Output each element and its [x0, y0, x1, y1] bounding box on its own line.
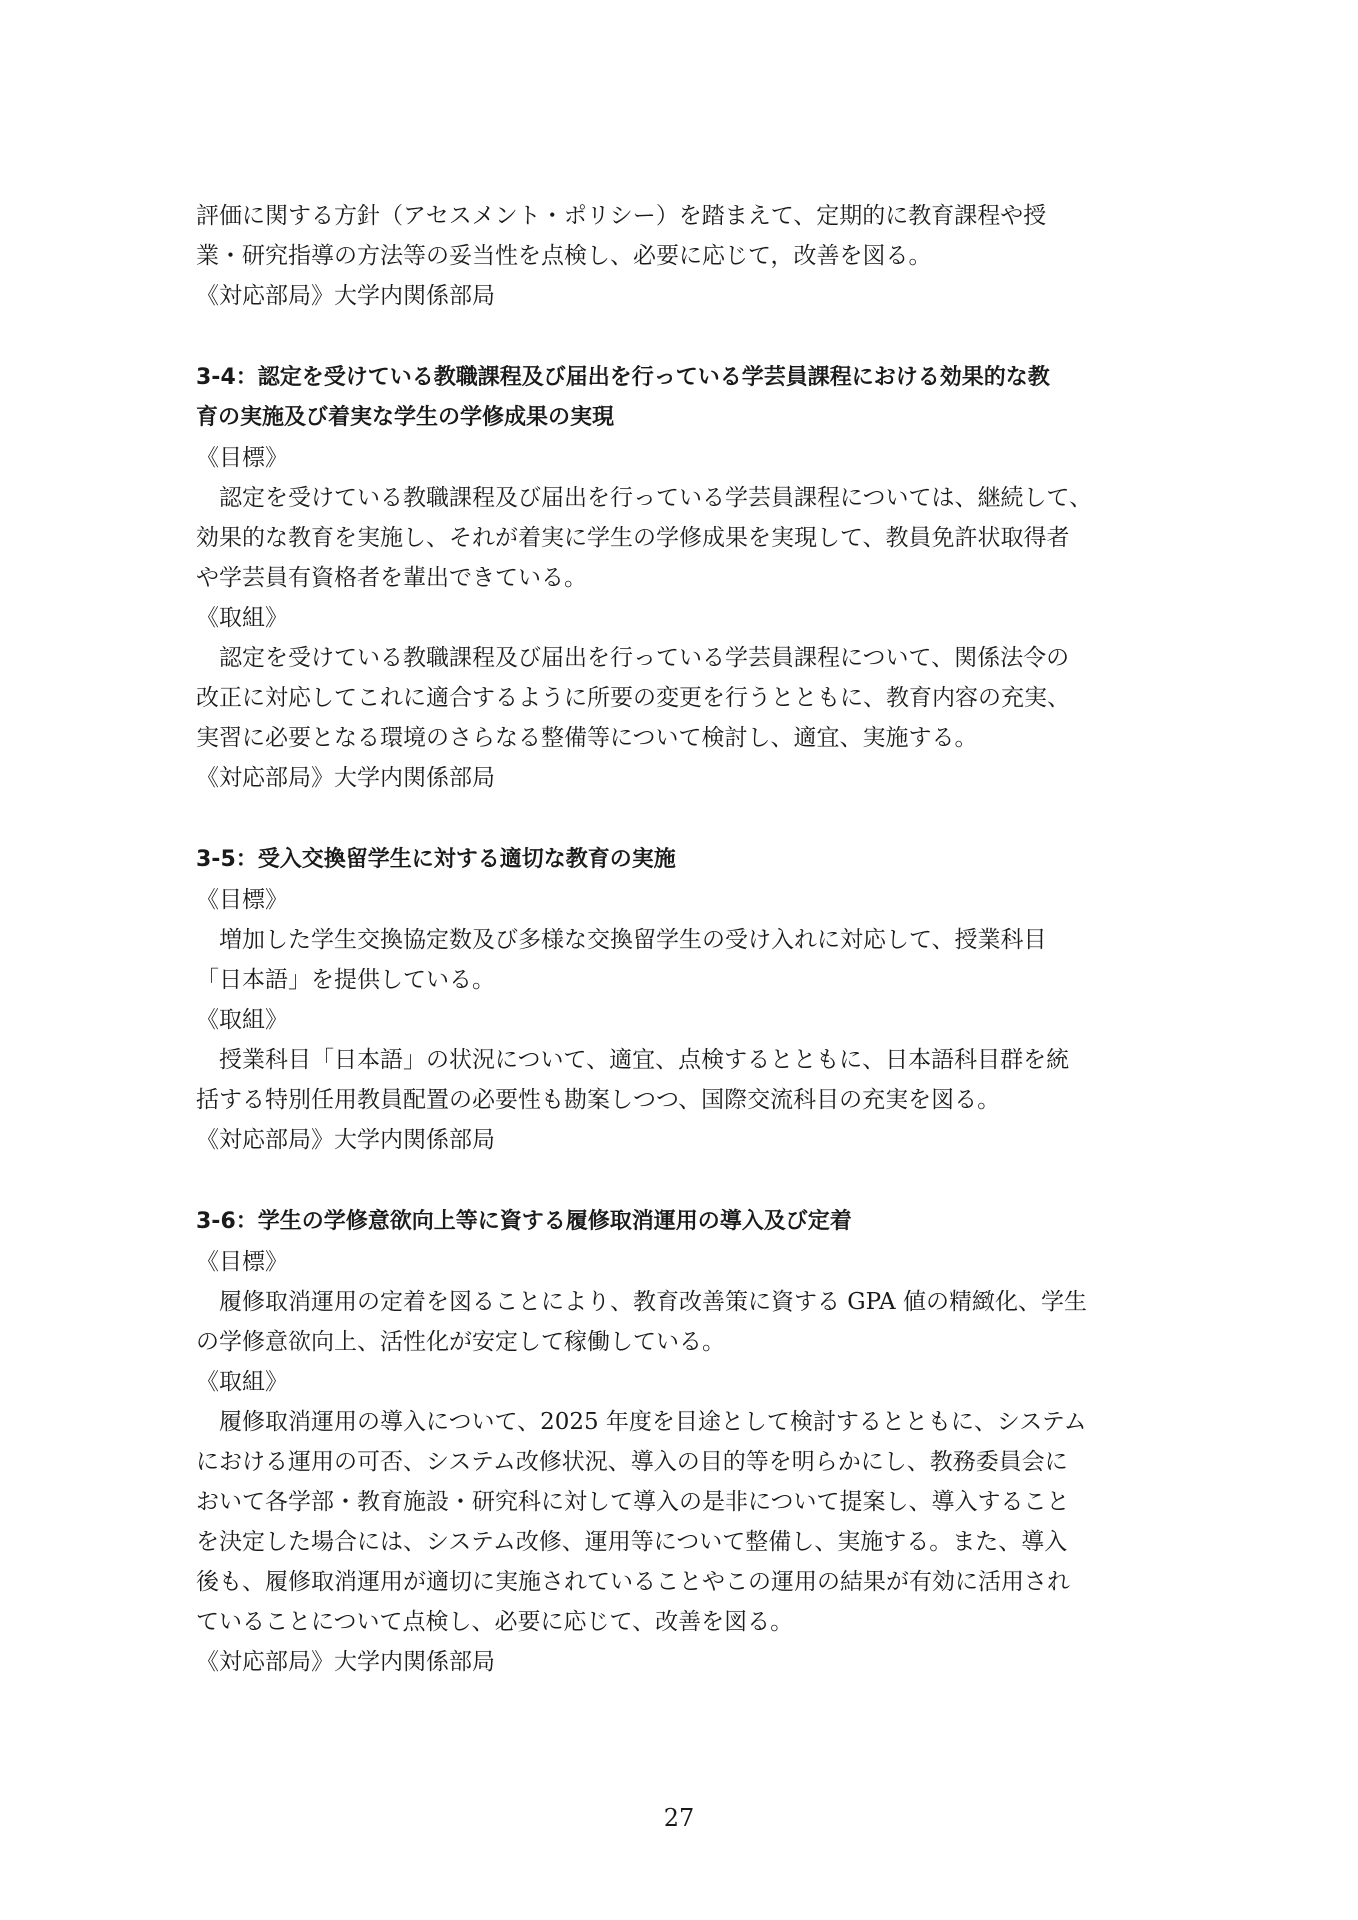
goal-label: 《目標》 — [196, 887, 288, 913]
text-line: 業・研究指導の方法等の妥当性を点検し、必要に応じて，改善を図る。 — [196, 243, 932, 269]
goal-text: の学修意欲向上、活性化が安定して稼働している。 — [196, 1329, 725, 1355]
action-text: 認定を受けている教職課程及び届出を行っている学芸員課程について、関係法令の — [219, 645, 1070, 671]
action-text: 改正に対応してこれに適合するように所要の変更を行うとともに、教育内容の充実、 — [196, 685, 1070, 711]
goal-label: 《目標》 — [196, 1249, 288, 1275]
goal-text: 効果的な教育を実施し、それが着実に学生の学修成果を実現して、教員免許状取得者 — [196, 525, 1070, 551]
action-text: 括する特別任用教員配置の必要性も勘案しつつ、国際交流科目の充実を図る。 — [196, 1087, 1001, 1113]
action-label: 《取組》 — [196, 1369, 288, 1395]
section-title: 育の実施及び着実な学生の学修成果の実現 — [196, 405, 615, 430]
responsible-dept: 《対応部局》大学内関係部局 — [196, 283, 495, 309]
action-text: 実習に必要となる環境のさらなる整備等について検討し、適宜、実施する。 — [196, 725, 978, 751]
intro-paragraph — [196, 196, 1176, 316]
action-text: における運用の可否、システム改修状況、導入の目的等を明らかにし、教務委員会に — [196, 1449, 1068, 1475]
section-3-5 — [196, 840, 1176, 1160]
section-title: 3-6：学生の学修意欲向上等に資する履修取消運用の導入及び定着 — [196, 1209, 852, 1234]
action-text: を決定した場合には、システム改修、運用等について整備し、実施する。また、導入 — [196, 1529, 1068, 1555]
responsible-dept: 《対応部局》大学内関係部局 — [196, 1127, 495, 1153]
action-text: 授業科目「日本語」の状況について、適宜、点検するとともに、日本語科目群を統 — [219, 1047, 1070, 1073]
document-body — [196, 196, 1176, 1682]
goal-label: 《目標》 — [196, 445, 288, 471]
goal-text: 認定を受けている教職課程及び届出を行っている学芸員課程については、継続して、 — [219, 485, 1093, 511]
section-title: 3-5：受入交換留学生に対する適切な教育の実施 — [196, 847, 676, 872]
goal-text: 履修取消運用の定着を図ることにより、教育改善策に資する GPA 値の精緻化、学生 — [219, 1289, 1087, 1315]
goal-text: 「日本語」を提供している。 — [196, 967, 495, 993]
action-text: ていることについて点検し、必要に応じて、改善を図る。 — [196, 1609, 794, 1635]
section-3-6 — [196, 1202, 1176, 1682]
responsible-dept: 《対応部局》大学内関係部局 — [196, 765, 495, 791]
goal-text: 増加した学生交換協定数及び多様な交換留学生の受け入れに対応して、授業科目 — [219, 927, 1047, 953]
section-3-4 — [196, 358, 1176, 798]
action-label: 《取組》 — [196, 605, 288, 631]
action-text: 後も、履修取消運用が適切に実施されていることやこの運用の結果が有効に活用され — [196, 1569, 1070, 1595]
goal-text: や学芸員有資格者を輩出できている。 — [196, 565, 587, 591]
responsible-dept: 《対応部局》大学内関係部局 — [196, 1649, 495, 1675]
action-text: 履修取消運用の導入について、2025 年度を目途として検討するとともに、システム — [219, 1409, 1087, 1435]
section-title: 3-4：認定を受けている教職課程及び届出を行っている学芸員課程における効果的な教 — [196, 365, 1050, 390]
text-line: 評価に関する方針（アセスメント・ポリシー）を踏まえて、定期的に教育課程や授 — [196, 203, 1047, 229]
page-number: 27 — [663, 1804, 695, 1832]
action-label: 《取組》 — [196, 1007, 288, 1033]
action-text: おいて各学部・教育施設・研究科に対して導入の是非について提案し、導入すること — [196, 1489, 1070, 1515]
